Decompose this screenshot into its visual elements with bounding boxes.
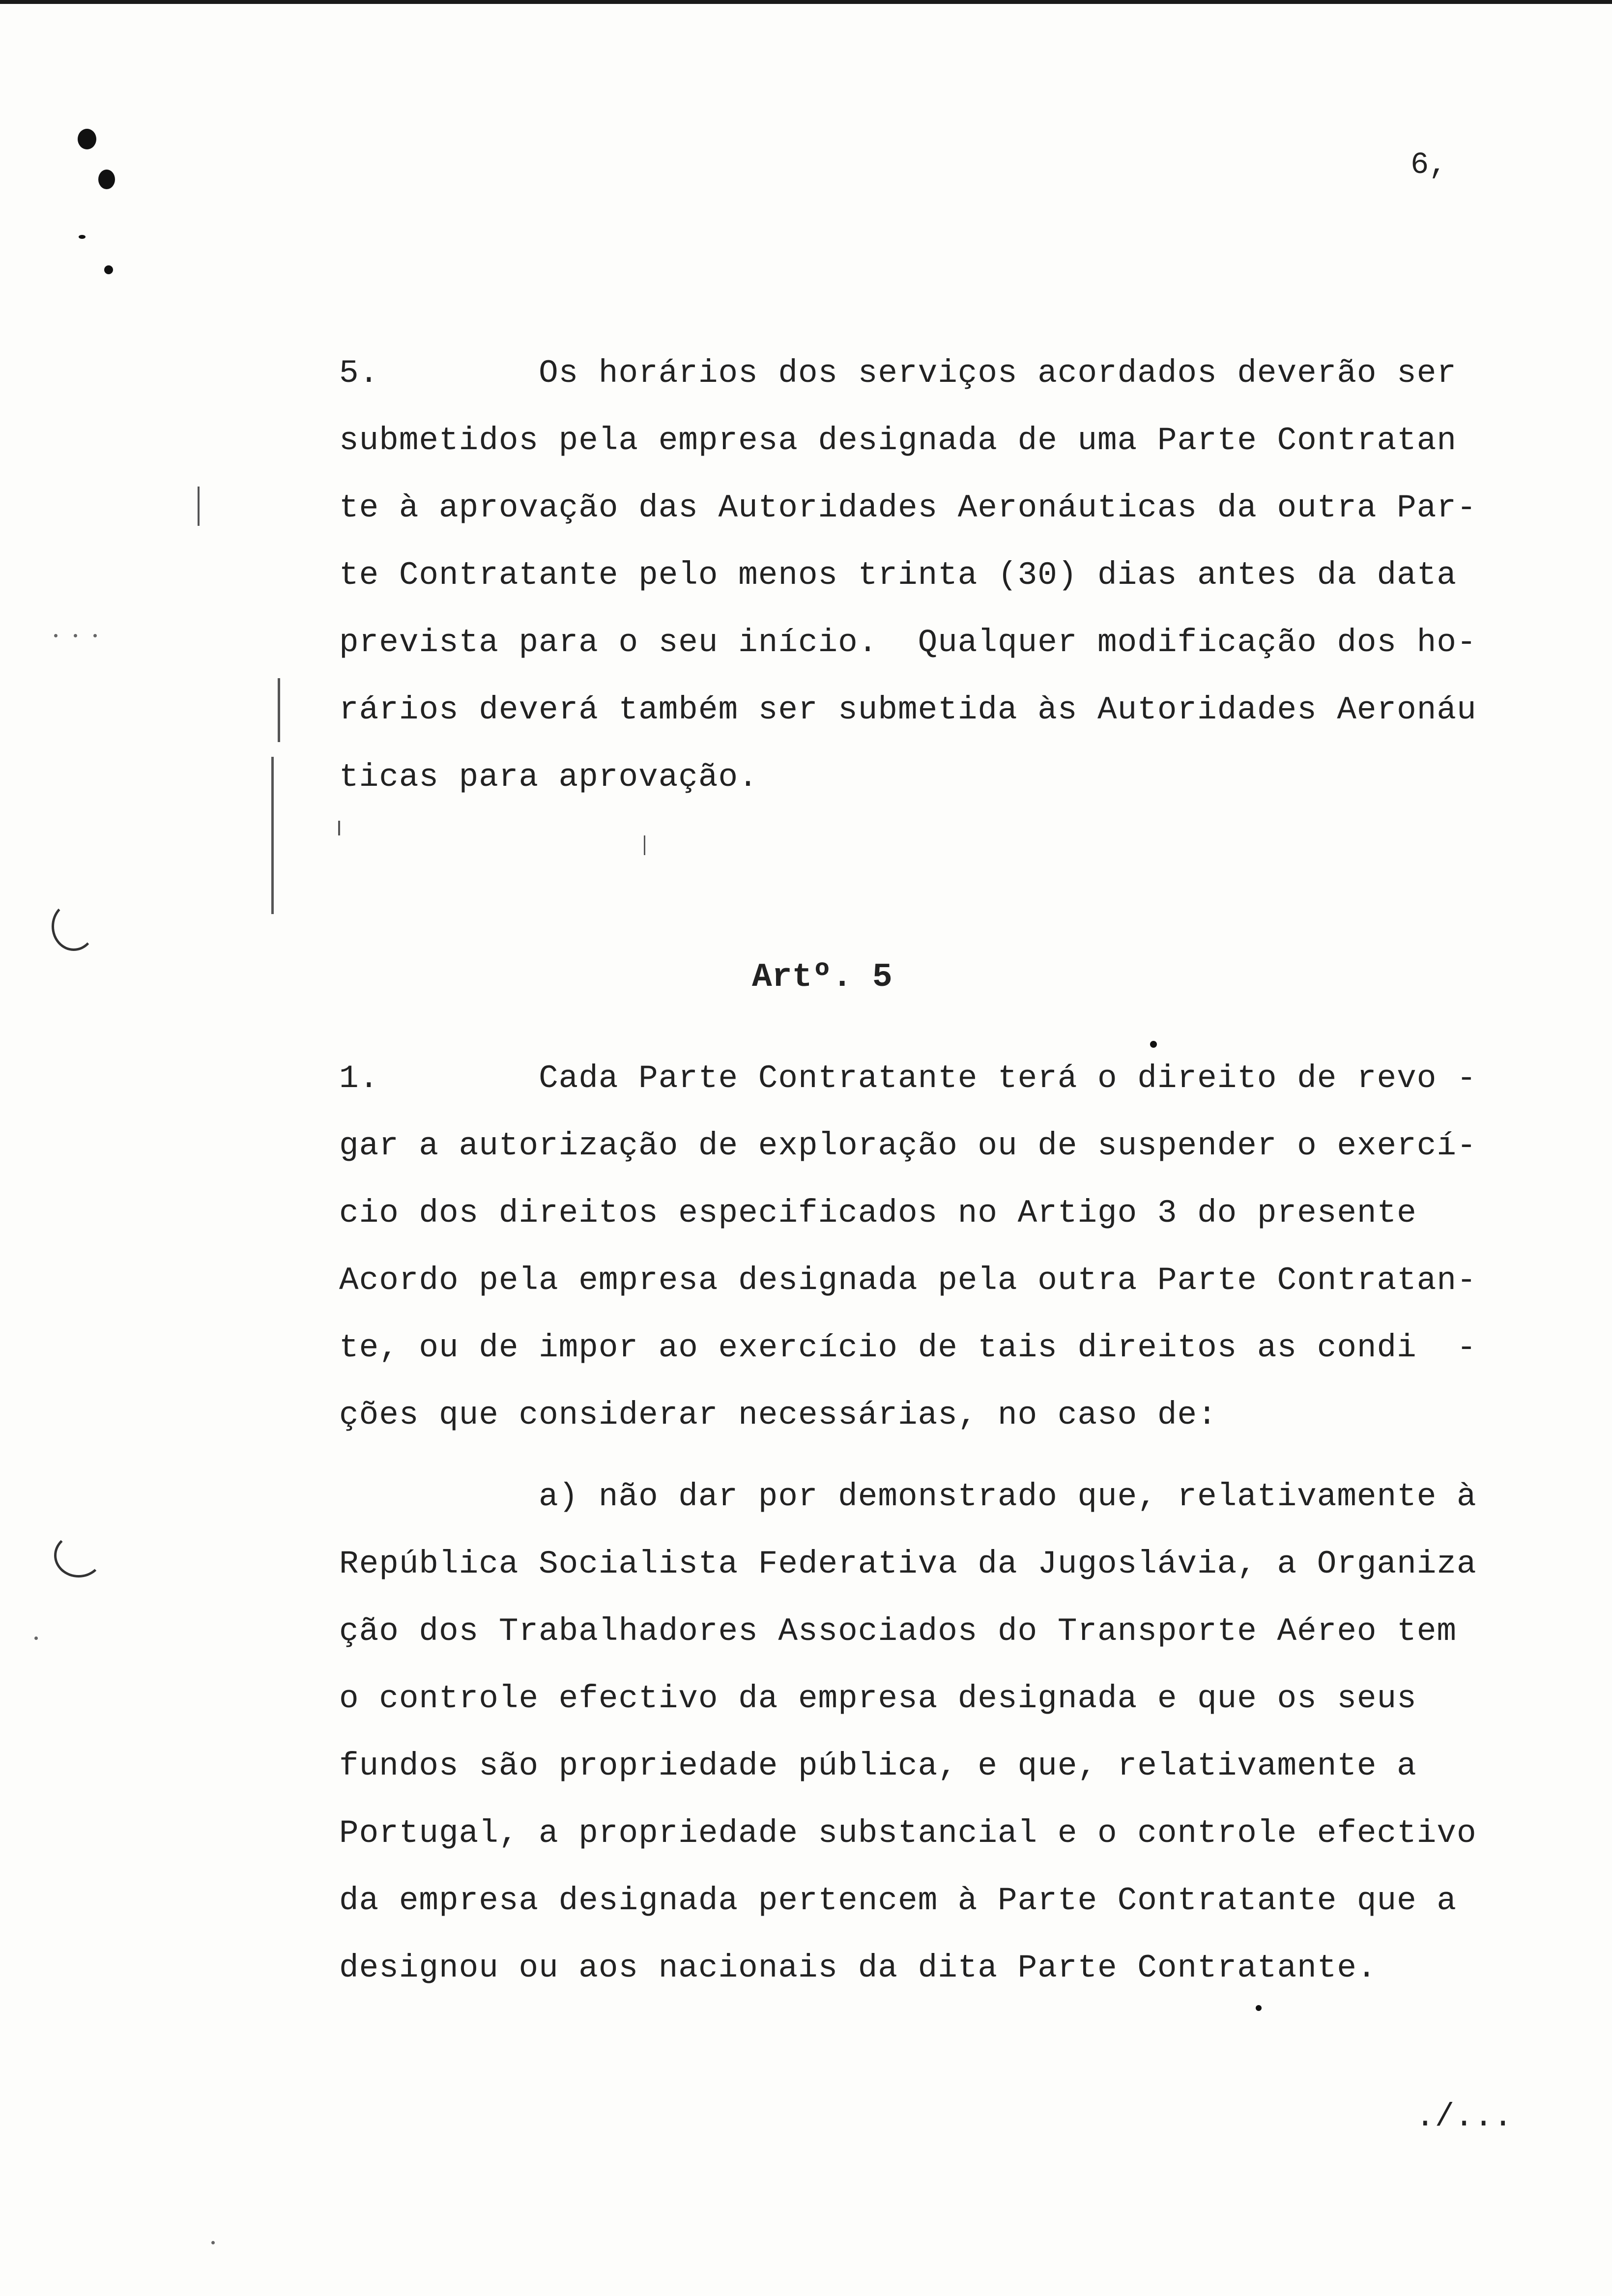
binding-hole-mark — [104, 265, 113, 274]
margin-scan-line — [278, 678, 280, 742]
text-line: da empresa designada pertencem à Parte Contratante que a — [339, 1882, 1457, 1919]
text-line: fundos são propriedade pública, e que, relativamente a — [339, 1748, 1417, 1784]
scan-speck — [1150, 1041, 1157, 1048]
margin-scan-line — [271, 757, 274, 914]
scan-speck — [211, 2241, 215, 2244]
text-line: gar a autorização de exploração ou de suspender o exercí- — [339, 1127, 1477, 1164]
scan-speck — [74, 634, 77, 637]
text-line: te à aprovação das Autoridades Aeronáuticas da outra Par- — [339, 489, 1477, 526]
text-line: ções que considerar necessárias, no caso de: — [339, 1397, 1217, 1434]
text-line: Portugal, a propriedade substancial e o controle efectivo — [339, 1815, 1477, 1852]
scan-speck — [1256, 2005, 1262, 2011]
margin-scan-line — [338, 821, 340, 835]
text-line: a) não dar por demonstrado que, relativamente à — [339, 1478, 1477, 1515]
binding-hole-mark — [98, 170, 115, 189]
scan-speck — [34, 1636, 38, 1640]
text-line: designou ou aos nacionais da dita Parte Contratante. — [339, 1950, 1377, 1986]
text-line: rários deverá também ser submetida às Autoridades Aeronáu — [339, 691, 1477, 728]
article-heading: Artº. 5 — [752, 958, 892, 996]
binding-hole-mark — [78, 129, 96, 149]
scan-speck — [93, 634, 97, 637]
text-line: República Socialista Federativa da Jugoslávia, a Organiza — [339, 1546, 1477, 1582]
text-line: 5. Os horários dos serviços acordados deverão ser — [339, 355, 1457, 392]
text-line: cio dos direitos especificados no Artigo 3 do presente — [339, 1195, 1417, 1232]
text-line: Acordo pela empresa designada pela outra Parte Contratan- — [339, 1262, 1477, 1299]
text-line: submetidos pela empresa designada de uma Parte Contratan — [339, 422, 1457, 459]
continuation-mark: ./... — [1415, 2098, 1513, 2135]
margin-scan-line — [198, 487, 200, 526]
scan-top-edge — [0, 0, 1612, 4]
text-line: ção dos Trabalhadores Associados do Transporte Aéreo tem — [339, 1613, 1457, 1650]
margin-curve-mark — [52, 902, 96, 951]
text-line: 1. Cada Parte Contratante terá o direito de revo - — [339, 1060, 1477, 1097]
text-line: te, ou de impor ao exercício de tais direitos as condi - — [339, 1329, 1477, 1366]
text-line: prevista para o seu início. Qualquer modificação dos ho- — [339, 624, 1477, 661]
text-line: o controle efectivo da empresa designada e que os seus — [339, 1680, 1417, 1717]
text-line: te Contratante pelo menos trinta (30) dias antes da data — [339, 557, 1457, 594]
margin-scan-line — [644, 835, 645, 855]
page-number: 6, — [1410, 147, 1447, 182]
scan-speck — [54, 634, 58, 637]
binding-hole-mark — [79, 235, 86, 239]
text-line: ticas para aprovação. — [339, 759, 758, 796]
margin-curve-mark — [54, 1533, 103, 1578]
